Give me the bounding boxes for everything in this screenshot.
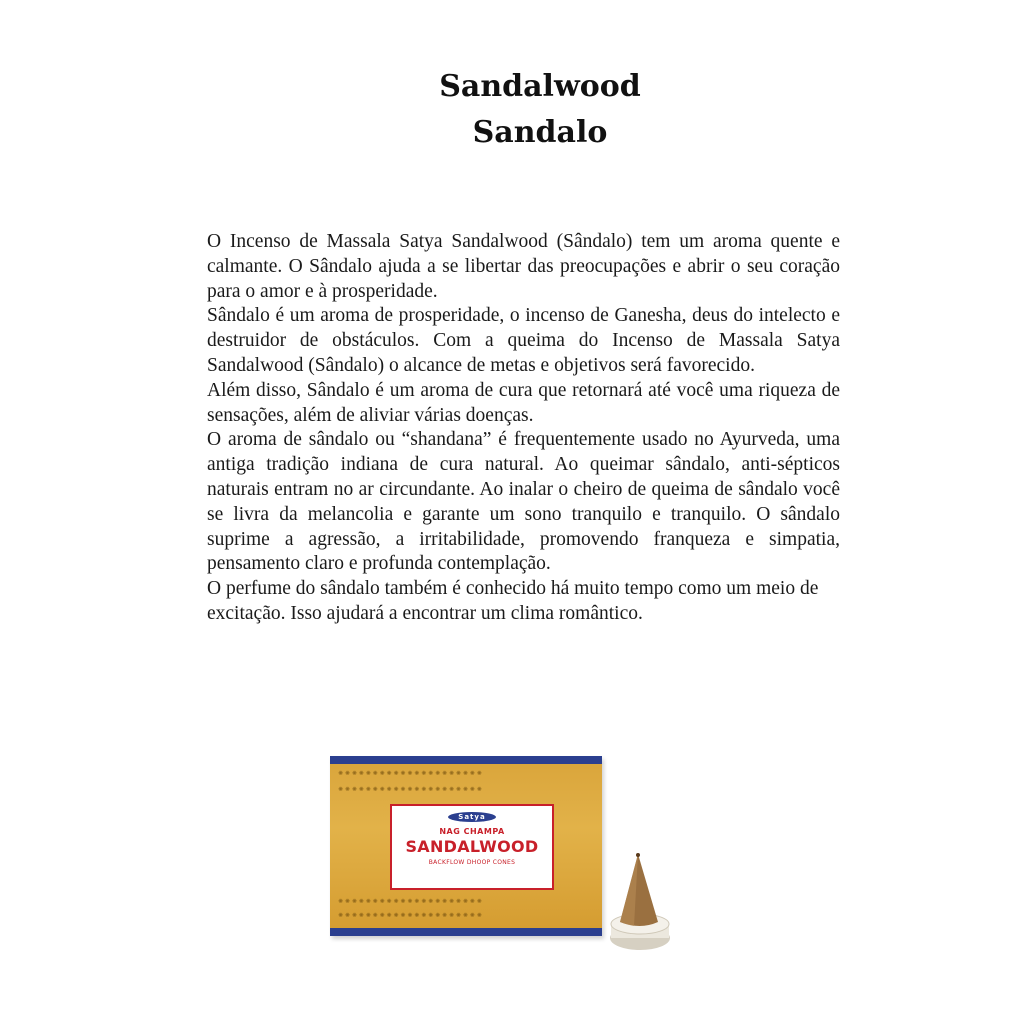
box-pattern: ✺ ✺ ✺ ✺ ✺ ✺ ✺ ✺ ✺ ✺ ✺ ✺ ✺ ✺ ✺ ✺ ✺ ✺ ✺ ✺ ✺ [338,898,482,905]
box-top-band [330,756,602,764]
box-pattern: ✺ ✺ ✺ ✺ ✺ ✺ ✺ ✺ ✺ ✺ ✺ ✺ ✺ ✺ ✺ ✺ ✺ ✺ ✺ ✺ ✺ [338,770,482,777]
incense-cone-icon [606,852,676,954]
paragraph: O aroma de sândalo ou “shandana” é frequentemente usado no Ayurveda, uma antiga tradição indiana de cura natural. Ao queimar sândalo, anti-sépticos naturais entram no ar circundante. Ao inalar o cheiro de queima de sândalo você se livra da melancolia e garante um sono tranquilo e tranquilo. O sândalo suprime a agressão, a irritabilidade, promovendo franqueza e simpatia, pensamento claro e profunda contemplação. [207,429,840,575]
paragraph: O perfume do sândalo também é conhecido há muito tempo como um meio de excitação. Isso ajudará a encontrar um clima romântico. [207,578,819,624]
paragraph: O Incenso de Massala Satya Sandalwood (Sândalo) tem um aroma quente e calmante. O Sândalo ajuda a se libertar das preocupações e abrir o seu coração para o amor e à prosperidade. [207,231,840,302]
brand-logo: Satya [448,812,495,822]
label-subtitle: NAG CHAMPA [439,827,505,836]
label-product-name: SANDALWOOD [405,837,539,856]
label-type: BACKFLOW DHOOP CONES [428,859,516,866]
page-title [0,64,1024,156]
box-pattern: ✺ ✺ ✺ ✺ ✺ ✺ ✺ ✺ ✺ ✺ ✺ ✺ ✺ ✺ ✺ ✺ ✺ ✺ ✺ ✺ ✺ [338,786,482,793]
title-line-2: Sandalo [472,115,608,150]
box-pattern: ✺ ✺ ✺ ✺ ✺ ✺ ✺ ✺ ✺ ✺ ✺ ✺ ✺ ✺ ✺ ✺ ✺ ✺ ✺ ✺ ✺ [338,912,482,919]
product-image [330,756,690,956]
incense-box [330,756,602,936]
description-text [207,230,840,627]
paragraph: Sândalo é um aroma de prosperidade, o incenso de Ganesha, deus do intelecto e destruidor de obstáculos. Com a queima do Incenso de Massala Satya Sandalwood (Sândalo) o alcance de metas e objetivos será favorecido. [207,305,840,376]
box-bottom-band [330,928,602,936]
box-label [390,804,554,890]
paragraph: Além disso, Sândalo é um aroma de cura que retornará até você uma riqueza de sensações, além de aliviar várias doenças. [207,379,840,426]
title-line-1: Sandalwood [439,69,641,104]
